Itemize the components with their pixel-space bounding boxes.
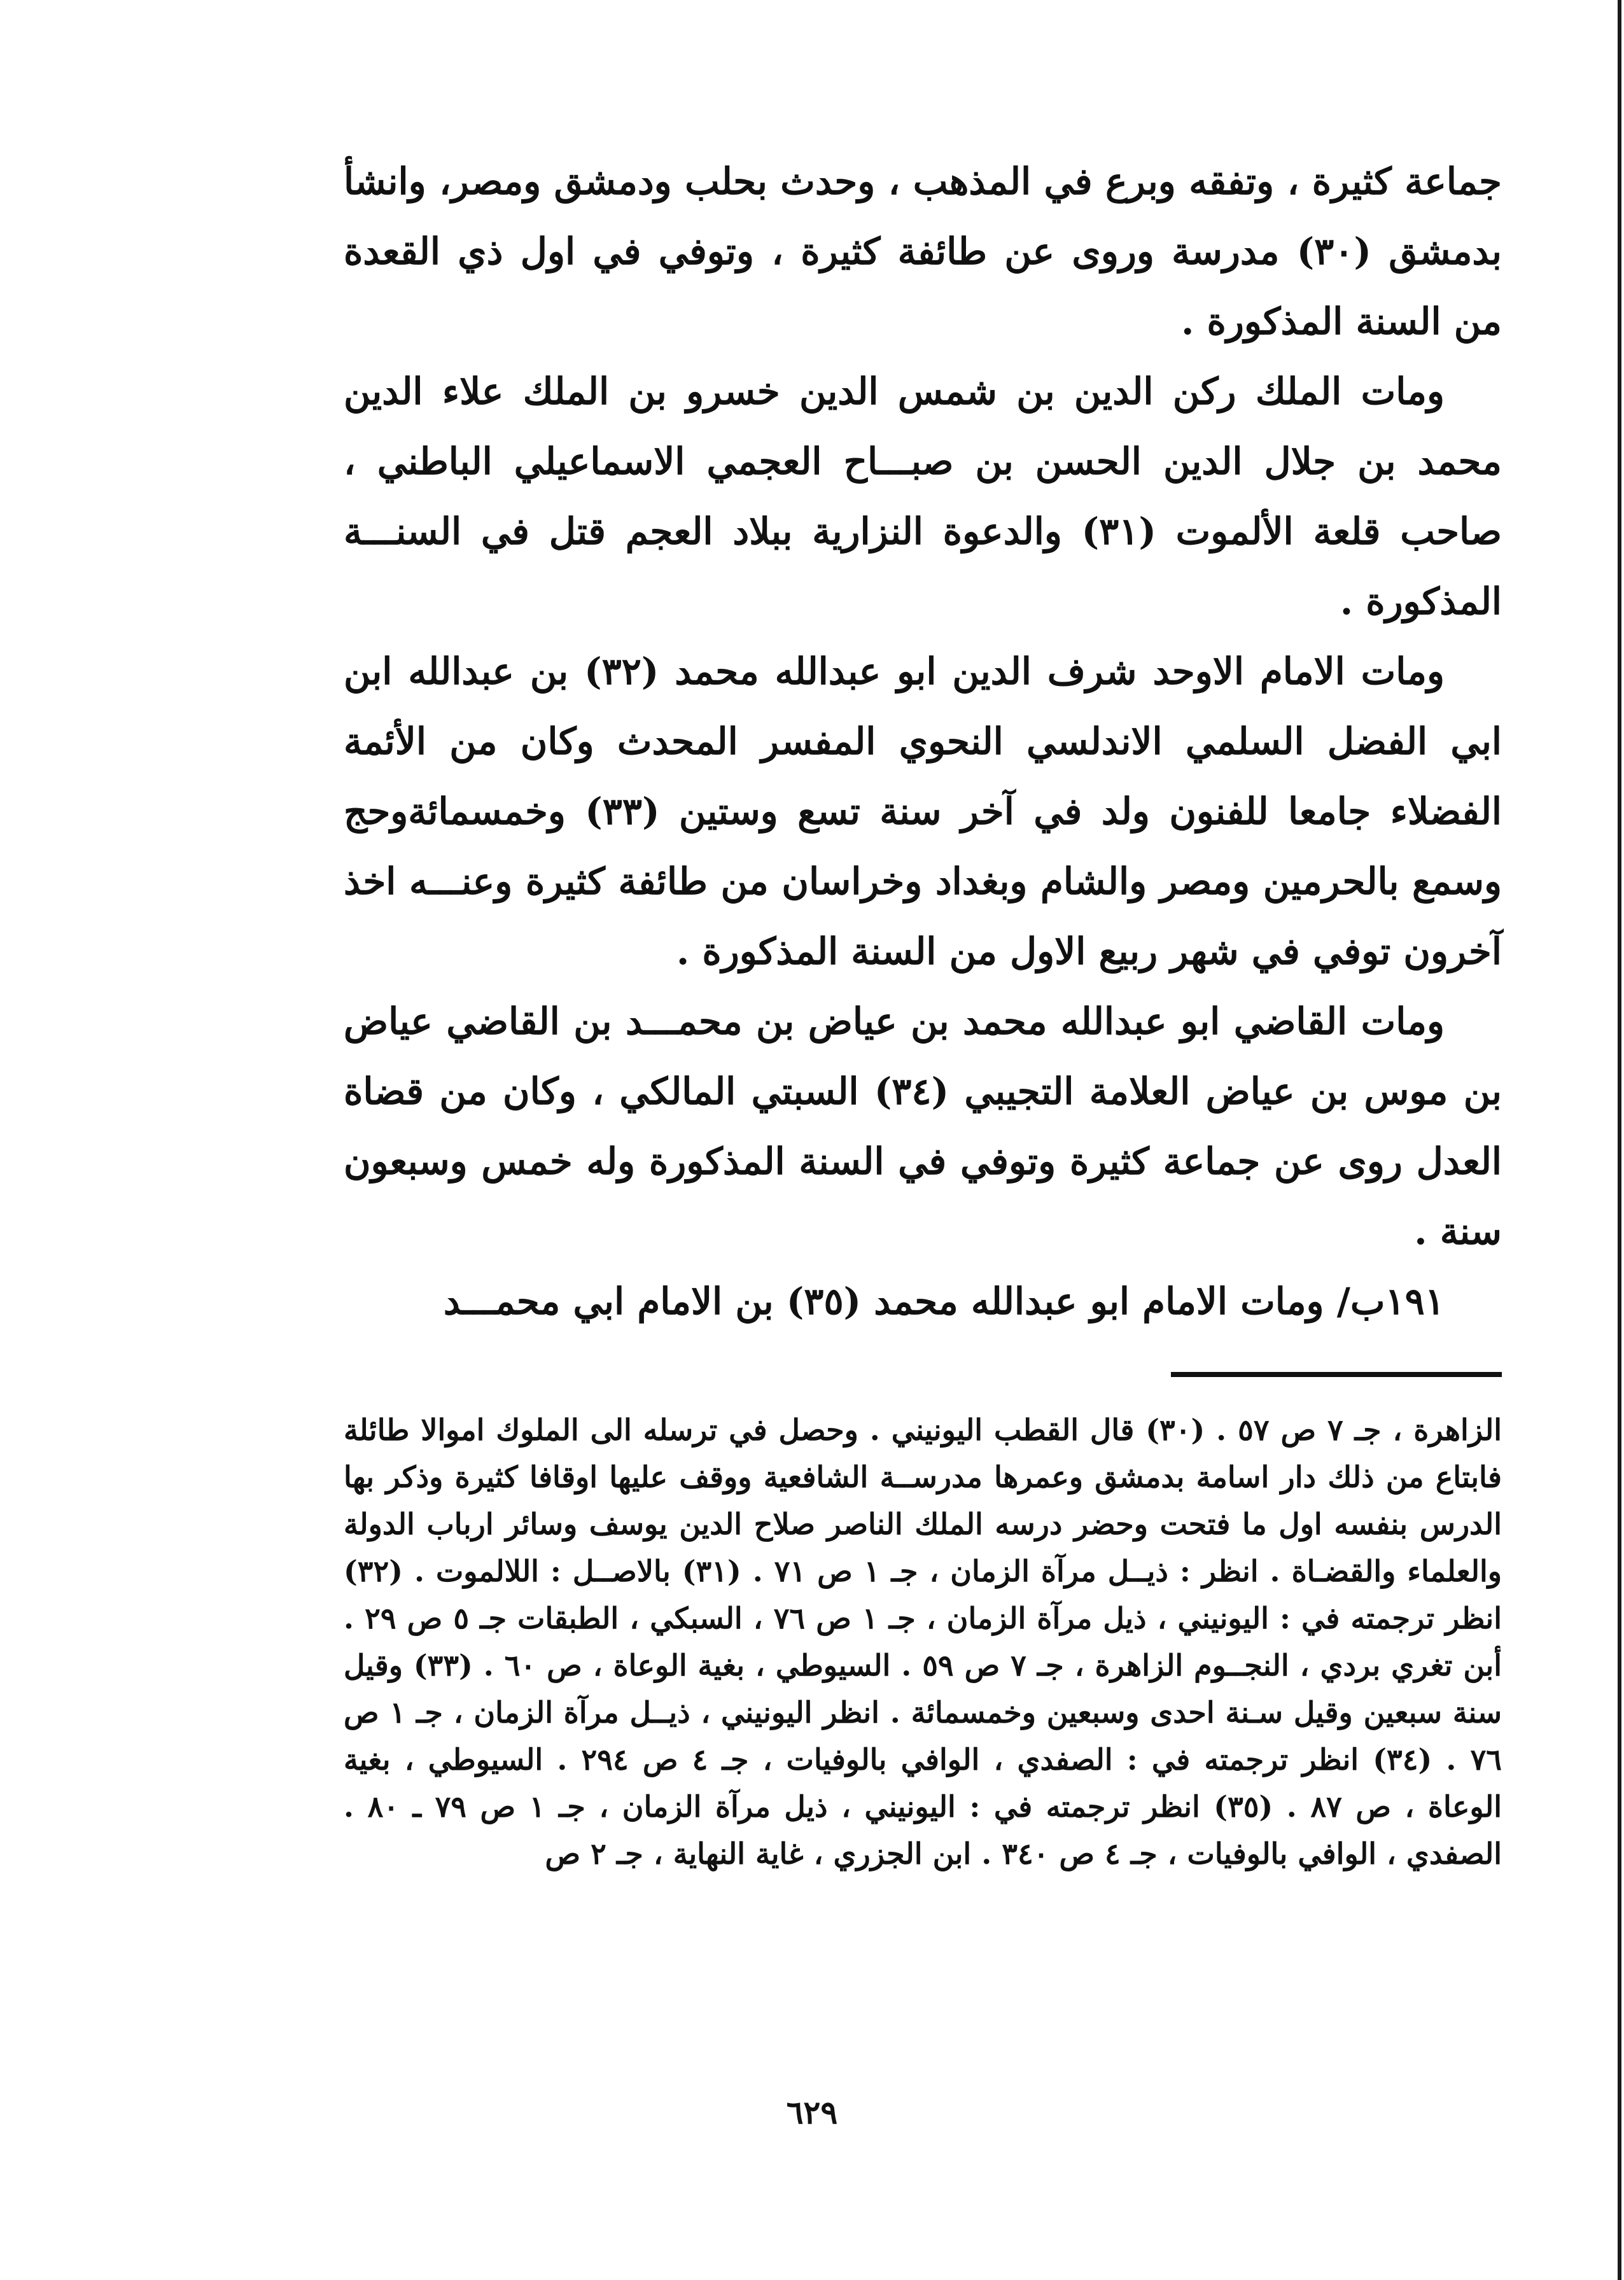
main-paragraph: ومات القاضي ابو عبدالله محمد بن عياض بن محمـــد بن القاضي عياض بن موس بن عياض العلامة التجيبي (٣٤) السبتي المالكي ، وكان من قضاة العدل روى عن جماعة كثيرة وتوفي في السنة المذكورة وله خمس وسبعون سنة . — [344, 1000, 1502, 1253]
page-number: ٦٢٩ — [786, 2094, 838, 2131]
footnote-divider — [1171, 1372, 1502, 1377]
main-paragraph: جماعة كثيرة ، وتفقه وبرع في المذهب ، وحدث بحلب ودمشق ومصر، وانشأ بدمشق (٣٠) مدرسة وروى عن طائفة كثيرة ، وتوفي في اول ذي القعدة من السنة المذكورة . — [344, 160, 1502, 343]
main-paragraph: ١٩١ب/ ومات الامام ابو عبدالله محمد (٣٥) بن الامام ابي محمـــد — [443, 1280, 1445, 1323]
page-body — [344, 146, 1502, 1877]
main-text — [344, 146, 1502, 1336]
main-paragraph: ومات الامام الاوحد شرف الدين ابو عبدالله محمد (٣٢) بن عبدالله ابن ابي الفضل السلمي الاندلسي النحوي المفسر المحدث وكان من الأئمة الفضلاء جامعا للفنون ولد في آخر سنة تسع وستين (٣٣) وخمسمائةوحج وسمع بالحرمين ومصر والشام وبغداد وخراسان من طائفة كثيرة وعنـــه اخذ آخرون توفي في شهر ربيع الاول من السنة المذكورة . — [344, 650, 1502, 973]
main-paragraph: ومات الملك ركن الدين بن شمس الدين خسرو بن الملك علاء الدين محمد بن جلال الدين الحسن بن صبـــاح العجمي الاسماعيلي الباطني ، صاحب قلعة الألموت (٣١) والدعوة النزارية ببلاد العجم قتل في السنـــة المذكورة . — [344, 370, 1502, 623]
scan-edge — [1618, 0, 1621, 2280]
footnotes: الزاهرة ، جـ ٧ ص ٥٧ . (٣٠) قال القطب اليونيني . وحصل في ترسله الى الملوك اموالا طائلة فابتاع من ذلك دار اسامة بدمشق وعمرها مدرســة الشافعية ووقف عليها اوقافا كثيرة وذكر بها الدرس بنفسه اول ما فتحت وحضر درسه الملك الناصر صلاح الدين يوسف وسائر ارباب الدولة والعلماء والقضـاة . انظر : ذيــل مرآة الزمان ، جـ ١ ص ٧١ . (٣١) بالاصــل : اللالموت . (٣٢) انظر ترجمته في : اليونيني ، ذيل مرآة الزمان ، جـ ١ ص ٧٦ ، السبكي ، الطبقات جـ ٥ ص ٢٩ . أبن تغري بردي ، النجــوم الزاهرة ، جـ ٧ ص ٥٩ . السيوطي ، بغية الوعاة ، ص ٦٠ . (٣٣) وقيل سنة سبعين وقيل سـنة احدى وسبعين وخمسمائة . انظر اليونيني ، ذيــل مرآة الزمان ، جـ ١ ص ٧٦ . (٣٤) انظر ترجمته في : الصفدي ، الوافي بالوفيات ، جـ ٤ ص ٢٩٤ . السيوطي ، بغية الوعاة ، ص ٨٧ . (٣٥) انظر ترجمته في : اليونيني ، ذيل مرآة الزمان ، جـ ١ ص ٧٩ ـ ٨٠ . الصفدي ، الوافي بالوفيات ، جـ ٤ ص ٣٤٠ . ابن الجزري ، غاية النهاية ، جـ ٢ ص — [344, 1413, 1502, 1871]
